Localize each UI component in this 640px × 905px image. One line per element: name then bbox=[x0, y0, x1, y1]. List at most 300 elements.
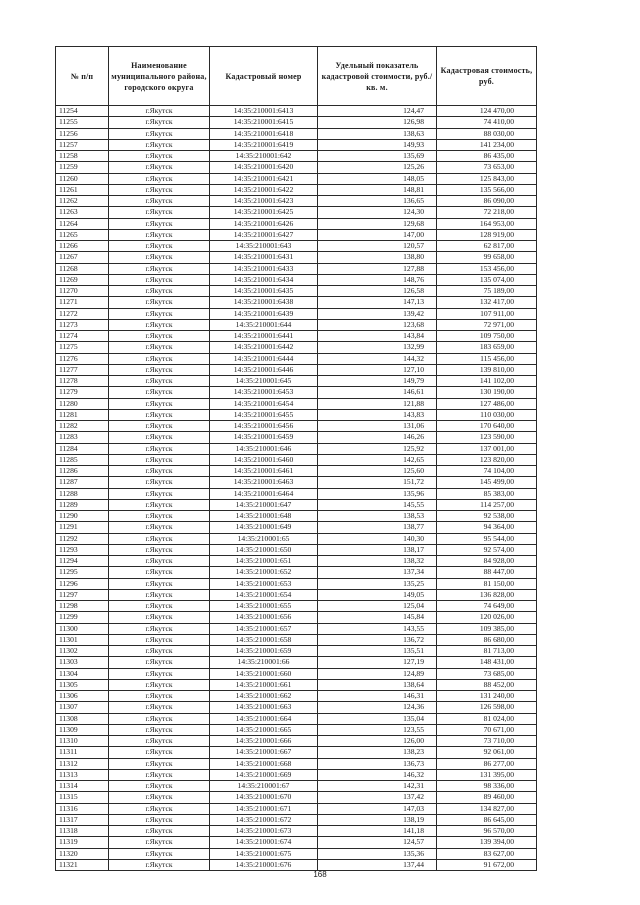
cadastral-value-cell: 126 598,00 bbox=[437, 702, 537, 713]
table-row bbox=[56, 533, 537, 544]
specific-value-cell: 144,32 bbox=[318, 353, 437, 364]
table-row bbox=[56, 814, 537, 825]
district-cell: г.Якутск bbox=[109, 229, 210, 240]
cadastral-value-cell: 74 649,00 bbox=[437, 601, 537, 612]
cadastral-value-cell: 135 566,00 bbox=[437, 184, 537, 195]
district-cell: г.Якутск bbox=[109, 724, 210, 735]
specific-value-cell: 127,19 bbox=[318, 657, 437, 668]
row-number-cell: 11308 bbox=[56, 713, 109, 724]
row-number-cell: 11292 bbox=[56, 533, 109, 544]
district-cell: г.Якутск bbox=[109, 792, 210, 803]
specific-value-cell: 146,26 bbox=[318, 432, 437, 443]
cadastral-number-cell: 14:35:210001:671 bbox=[210, 803, 318, 814]
district-cell: г.Якутск bbox=[109, 747, 210, 758]
table-row bbox=[56, 747, 537, 758]
cadastral-value-cell: 139 810,00 bbox=[437, 364, 537, 375]
specific-value-cell: 137,42 bbox=[318, 792, 437, 803]
row-number-cell: 11263 bbox=[56, 207, 109, 218]
district-cell: г.Якутск bbox=[109, 398, 210, 409]
cadastral-value-cell: 120 026,00 bbox=[437, 612, 537, 623]
row-number-cell: 11268 bbox=[56, 263, 109, 274]
table-row bbox=[56, 432, 537, 443]
district-cell: г.Якутск bbox=[109, 578, 210, 589]
district-cell: г.Якутск bbox=[109, 511, 210, 522]
district-cell: г.Якутск bbox=[109, 342, 210, 353]
cadastral-value-cell: 115 456,00 bbox=[437, 353, 537, 364]
specific-value-cell: 143,83 bbox=[318, 409, 437, 420]
cadastral-number-cell: 14:35:210001:666 bbox=[210, 736, 318, 747]
row-number-cell: 11267 bbox=[56, 252, 109, 263]
table-row bbox=[56, 657, 537, 668]
row-number-cell: 11282 bbox=[56, 421, 109, 432]
cadastral-value-cell: 125 843,00 bbox=[437, 173, 537, 184]
district-cell: г.Якутск bbox=[109, 668, 210, 679]
row-number-cell: 11302 bbox=[56, 646, 109, 657]
table-row bbox=[56, 409, 537, 420]
row-number-cell: 11254 bbox=[56, 106, 109, 117]
table-row bbox=[56, 679, 537, 690]
row-number-cell: 11276 bbox=[56, 353, 109, 364]
cadastral-number-cell: 14:35:210001:650 bbox=[210, 544, 318, 555]
cadastral-value-cell: 81 024,00 bbox=[437, 713, 537, 724]
cadastral-number-cell: 14:35:210001:670 bbox=[210, 792, 318, 803]
row-number-cell: 11304 bbox=[56, 668, 109, 679]
specific-value-cell: 129,68 bbox=[318, 218, 437, 229]
cadastral-number-cell: 14:35:210001:651 bbox=[210, 556, 318, 567]
cadastral-number-cell: 14:35:210001:654 bbox=[210, 589, 318, 600]
cadastral-number-cell: 14:35:210001:6425 bbox=[210, 207, 318, 218]
district-cell: г.Якутск bbox=[109, 567, 210, 578]
cadastral-value-cell: 86 435,00 bbox=[437, 151, 537, 162]
cadastral-number-cell: 14:35:210001:6421 bbox=[210, 173, 318, 184]
district-cell: г.Якутск bbox=[109, 803, 210, 814]
cadastral-value-cell: 137 001,00 bbox=[437, 443, 537, 454]
district-cell: г.Якутск bbox=[109, 758, 210, 769]
cadastral-number-cell: 14:35:210001:67 bbox=[210, 781, 318, 792]
cadastral-number-cell: 14:35:210001:657 bbox=[210, 623, 318, 634]
row-number-cell: 11257 bbox=[56, 139, 109, 150]
specific-value-cell: 138,19 bbox=[318, 814, 437, 825]
specific-value-cell: 135,04 bbox=[318, 713, 437, 724]
district-cell: г.Якутск bbox=[109, 151, 210, 162]
specific-value-cell: 135,25 bbox=[318, 578, 437, 589]
specific-value-cell: 149,93 bbox=[318, 139, 437, 150]
row-number-cell: 11258 bbox=[56, 151, 109, 162]
table-row bbox=[56, 184, 537, 195]
table-row bbox=[56, 421, 537, 432]
cadastral-value-cell: 114 257,00 bbox=[437, 499, 537, 510]
district-cell: г.Якутск bbox=[109, 128, 210, 139]
specific-value-cell: 123,68 bbox=[318, 319, 437, 330]
specific-value-cell: 138,53 bbox=[318, 511, 437, 522]
specific-value-cell: 147,13 bbox=[318, 297, 437, 308]
cadastral-number-cell: 14:35:210001:65 bbox=[210, 533, 318, 544]
table-row bbox=[56, 668, 537, 679]
cadastral-number-cell: 14:35:210001:648 bbox=[210, 511, 318, 522]
cadastral-number-cell: 14:35:210001:6453 bbox=[210, 387, 318, 398]
row-number-cell: 11320 bbox=[56, 848, 109, 859]
table-row bbox=[56, 286, 537, 297]
row-number-cell: 11312 bbox=[56, 758, 109, 769]
cadastral-number-cell: 14:35:210001:6431 bbox=[210, 252, 318, 263]
cadastral-value-cell: 131 395,00 bbox=[437, 769, 537, 780]
district-cell: г.Якутск bbox=[109, 331, 210, 342]
cadastral-number-cell: 14:35:210001:676 bbox=[210, 859, 318, 870]
district-cell: г.Якутск bbox=[109, 387, 210, 398]
cadastral-value-cell: 164 953,00 bbox=[437, 218, 537, 229]
cadastral-number-cell: 14:35:210001:6441 bbox=[210, 331, 318, 342]
table-row bbox=[56, 702, 537, 713]
row-number-cell: 11318 bbox=[56, 826, 109, 837]
row-number-cell: 11287 bbox=[56, 477, 109, 488]
table-row bbox=[56, 241, 537, 252]
row-number-cell: 11317 bbox=[56, 814, 109, 825]
cadastral-number-cell: 14:35:210001:655 bbox=[210, 601, 318, 612]
row-number-cell: 11289 bbox=[56, 499, 109, 510]
row-number-cell: 11300 bbox=[56, 623, 109, 634]
row-number-cell: 11259 bbox=[56, 162, 109, 173]
row-number-cell: 11270 bbox=[56, 286, 109, 297]
district-cell: г.Якутск bbox=[109, 432, 210, 443]
row-number-cell: 11264 bbox=[56, 218, 109, 229]
cadastral-number-cell: 14:35:210001:6420 bbox=[210, 162, 318, 173]
table-row bbox=[56, 297, 537, 308]
row-number-cell: 11255 bbox=[56, 117, 109, 128]
district-cell: г.Якутск bbox=[109, 859, 210, 870]
district-cell: г.Якутск bbox=[109, 196, 210, 207]
table-row bbox=[56, 218, 537, 229]
specific-value-cell: 125,60 bbox=[318, 466, 437, 477]
district-cell: г.Якутск bbox=[109, 601, 210, 612]
cadastral-number-cell: 14:35:210001:672 bbox=[210, 814, 318, 825]
table-row bbox=[56, 319, 537, 330]
header-district: Наименование муниципального района, городского округа bbox=[109, 47, 210, 106]
district-cell: г.Якутск bbox=[109, 106, 210, 117]
district-cell: г.Якутск bbox=[109, 353, 210, 364]
district-cell: г.Якутск bbox=[109, 544, 210, 555]
table-row bbox=[56, 612, 537, 623]
row-number-cell: 11303 bbox=[56, 657, 109, 668]
specific-value-cell: 148,81 bbox=[318, 184, 437, 195]
cadastral-value-cell: 148 431,00 bbox=[437, 657, 537, 668]
cadastral-number-cell: 14:35:210001:6423 bbox=[210, 196, 318, 207]
header-specific-value: Удельный показатель кадастровой стоимости, руб./кв. м. bbox=[318, 47, 437, 106]
cadastral-number-cell: 14:35:210001:663 bbox=[210, 702, 318, 713]
cadastral-value-cell: 73 685,00 bbox=[437, 668, 537, 679]
district-cell: г.Якутск bbox=[109, 702, 210, 713]
cadastral-number-cell: 14:35:210001:642 bbox=[210, 151, 318, 162]
table-row bbox=[56, 117, 537, 128]
cadastral-number-cell: 14:35:210001:6415 bbox=[210, 117, 318, 128]
cadastral-number-cell: 14:35:210001:643 bbox=[210, 241, 318, 252]
row-number-cell: 11306 bbox=[56, 691, 109, 702]
cadastral-number-cell: 14:35:210001:6435 bbox=[210, 286, 318, 297]
specific-value-cell: 140,30 bbox=[318, 533, 437, 544]
cadastral-value-cell: 85 383,00 bbox=[437, 488, 537, 499]
cadastral-value-cell: 83 627,00 bbox=[437, 848, 537, 859]
row-number-cell: 11280 bbox=[56, 398, 109, 409]
specific-value-cell: 143,55 bbox=[318, 623, 437, 634]
cadastral-value-cell: 127 486,00 bbox=[437, 398, 537, 409]
table-row bbox=[56, 691, 537, 702]
specific-value-cell: 135,51 bbox=[318, 646, 437, 657]
table-row bbox=[56, 274, 537, 285]
cadastral-value-cell: 134 827,00 bbox=[437, 803, 537, 814]
specific-value-cell: 138,17 bbox=[318, 544, 437, 555]
specific-value-cell: 146,31 bbox=[318, 691, 437, 702]
row-number-cell: 11284 bbox=[56, 443, 109, 454]
specific-value-cell: 126,58 bbox=[318, 286, 437, 297]
table-row bbox=[56, 511, 537, 522]
table-row bbox=[56, 387, 537, 398]
row-number-cell: 11285 bbox=[56, 454, 109, 465]
cadastral-number-cell: 14:35:210001:6418 bbox=[210, 128, 318, 139]
cadastral-number-cell: 14:35:210001:6422 bbox=[210, 184, 318, 195]
table-row bbox=[56, 173, 537, 184]
table-row bbox=[56, 634, 537, 645]
cadastral-number-cell: 14:35:210001:6464 bbox=[210, 488, 318, 499]
row-number-cell: 11279 bbox=[56, 387, 109, 398]
cadastral-value-cell: 145 499,00 bbox=[437, 477, 537, 488]
page-number: 168 bbox=[313, 870, 327, 879]
district-cell: г.Якутск bbox=[109, 376, 210, 387]
table-row bbox=[56, 308, 537, 319]
row-number-cell: 11278 bbox=[56, 376, 109, 387]
table-body bbox=[56, 106, 537, 871]
specific-value-cell: 123,55 bbox=[318, 724, 437, 735]
table-row bbox=[56, 477, 537, 488]
district-cell: г.Якутск bbox=[109, 443, 210, 454]
cadastral-number-cell: 14:35:210001:6459 bbox=[210, 432, 318, 443]
district-cell: г.Якутск bbox=[109, 634, 210, 645]
row-number-cell: 11275 bbox=[56, 342, 109, 353]
specific-value-cell: 125,04 bbox=[318, 601, 437, 612]
table-row bbox=[56, 578, 537, 589]
district-cell: г.Якутск bbox=[109, 736, 210, 747]
district-cell: г.Якутск bbox=[109, 837, 210, 848]
cadastral-number-cell: 14:35:210001:6460 bbox=[210, 454, 318, 465]
district-cell: г.Якутск bbox=[109, 623, 210, 634]
row-number-cell: 11274 bbox=[56, 331, 109, 342]
specific-value-cell: 142,65 bbox=[318, 454, 437, 465]
table-row bbox=[56, 162, 537, 173]
district-cell: г.Якутск bbox=[109, 319, 210, 330]
table-row bbox=[56, 454, 537, 465]
cadastral-value-cell: 88 452,00 bbox=[437, 679, 537, 690]
cadastral-number-cell: 14:35:210001:6426 bbox=[210, 218, 318, 229]
specific-value-cell: 136,73 bbox=[318, 758, 437, 769]
row-number-cell: 11297 bbox=[56, 589, 109, 600]
cadastral-number-cell: 14:35:210001:6463 bbox=[210, 477, 318, 488]
cadastral-value-cell: 128 919,00 bbox=[437, 229, 537, 240]
specific-value-cell: 136,72 bbox=[318, 634, 437, 645]
table-row bbox=[56, 139, 537, 150]
table-row bbox=[56, 353, 537, 364]
cadastral-value-cell: 139 394,00 bbox=[437, 837, 537, 848]
specific-value-cell: 121,88 bbox=[318, 398, 437, 409]
cadastral-value-cell: 96 570,00 bbox=[437, 826, 537, 837]
row-number-cell: 11256 bbox=[56, 128, 109, 139]
cadastral-value-cell: 73 653,00 bbox=[437, 162, 537, 173]
cadastral-value-cell: 130 190,00 bbox=[437, 387, 537, 398]
cadastral-number-cell: 14:35:210001:6456 bbox=[210, 421, 318, 432]
district-cell: г.Якутск bbox=[109, 466, 210, 477]
district-cell: г.Якутск bbox=[109, 162, 210, 173]
district-cell: г.Якутск bbox=[109, 117, 210, 128]
row-number-cell: 11316 bbox=[56, 803, 109, 814]
row-number-cell: 11281 bbox=[56, 409, 109, 420]
cadastral-value-cell: 109 385,00 bbox=[437, 623, 537, 634]
table-row bbox=[56, 488, 537, 499]
specific-value-cell: 136,65 bbox=[318, 196, 437, 207]
cadastral-value-cell: 136 828,00 bbox=[437, 589, 537, 600]
row-number-cell: 11261 bbox=[56, 184, 109, 195]
district-cell: г.Якутск bbox=[109, 218, 210, 229]
row-number-cell: 11298 bbox=[56, 601, 109, 612]
specific-value-cell: 124,36 bbox=[318, 702, 437, 713]
cadastral-value-cell: 70 671,00 bbox=[437, 724, 537, 735]
cadastral-value-cell: 183 659,00 bbox=[437, 342, 537, 353]
table-row bbox=[56, 522, 537, 533]
row-number-cell: 11307 bbox=[56, 702, 109, 713]
district-cell: г.Якутск bbox=[109, 421, 210, 432]
district-cell: г.Якутск bbox=[109, 769, 210, 780]
table-row bbox=[56, 567, 537, 578]
cadastral-value-cell: 99 658,00 bbox=[437, 252, 537, 263]
cadastral-value-cell: 89 460,00 bbox=[437, 792, 537, 803]
cadastral-number-cell: 14:35:210001:664 bbox=[210, 713, 318, 724]
cadastral-number-cell: 14:35:210001:6438 bbox=[210, 297, 318, 308]
cadastral-value-cell: 62 817,00 bbox=[437, 241, 537, 252]
cadastral-number-cell: 14:35:210001:6455 bbox=[210, 409, 318, 420]
cadastral-value-cell: 86 090,00 bbox=[437, 196, 537, 207]
table-row bbox=[56, 781, 537, 792]
specific-value-cell: 148,05 bbox=[318, 173, 437, 184]
row-number-cell: 11311 bbox=[56, 747, 109, 758]
cadastral-value-cell: 81 150,00 bbox=[437, 578, 537, 589]
cadastral-number-cell: 14:35:210001:675 bbox=[210, 848, 318, 859]
row-number-cell: 11288 bbox=[56, 488, 109, 499]
cadastral-value-cell: 123 820,00 bbox=[437, 454, 537, 465]
cadastral-value-cell: 107 911,00 bbox=[437, 308, 537, 319]
row-number-cell: 11272 bbox=[56, 308, 109, 319]
cadastral-number-cell: 14:35:210001:646 bbox=[210, 443, 318, 454]
specific-value-cell: 145,55 bbox=[318, 499, 437, 510]
cadastral-value-cell: 131 240,00 bbox=[437, 691, 537, 702]
cadastral-number-cell: 14:35:210001:668 bbox=[210, 758, 318, 769]
cadastral-value-cell: 141 234,00 bbox=[437, 139, 537, 150]
row-number-cell: 11283 bbox=[56, 432, 109, 443]
row-number-cell: 11273 bbox=[56, 319, 109, 330]
table-row bbox=[56, 826, 537, 837]
cadastral-value-cell: 132 417,00 bbox=[437, 297, 537, 308]
specific-value-cell: 142,31 bbox=[318, 781, 437, 792]
cadastral-number-cell: 14:35:210001:6427 bbox=[210, 229, 318, 240]
cadastral-value-cell: 73 710,00 bbox=[437, 736, 537, 747]
cadastral-value-cell: 72 971,00 bbox=[437, 319, 537, 330]
cadastral-value-cell: 84 928,00 bbox=[437, 556, 537, 567]
table-header-row bbox=[56, 47, 537, 106]
specific-value-cell: 147,03 bbox=[318, 803, 437, 814]
table-row bbox=[56, 848, 537, 859]
cadastral-value-table bbox=[55, 46, 537, 871]
row-number-cell: 11277 bbox=[56, 364, 109, 375]
specific-value-cell: 138,64 bbox=[318, 679, 437, 690]
row-number-cell: 11310 bbox=[56, 736, 109, 747]
table-row bbox=[56, 556, 537, 567]
table-row bbox=[56, 792, 537, 803]
table-row bbox=[56, 499, 537, 510]
table-row bbox=[56, 364, 537, 375]
row-number-cell: 11319 bbox=[56, 837, 109, 848]
table-row bbox=[56, 646, 537, 657]
row-number-cell: 11293 bbox=[56, 544, 109, 555]
cadastral-value-cell: 81 713,00 bbox=[437, 646, 537, 657]
district-cell: г.Якутск bbox=[109, 286, 210, 297]
table-row bbox=[56, 196, 537, 207]
cadastral-number-cell: 14:35:210001:6433 bbox=[210, 263, 318, 274]
row-number-cell: 11271 bbox=[56, 297, 109, 308]
cadastral-number-cell: 14:35:210001:6442 bbox=[210, 342, 318, 353]
district-cell: г.Якутск bbox=[109, 308, 210, 319]
cadastral-value-cell: 92 061,00 bbox=[437, 747, 537, 758]
cadastral-number-cell: 14:35:210001:649 bbox=[210, 522, 318, 533]
table-row bbox=[56, 623, 537, 634]
district-cell: г.Якутск bbox=[109, 679, 210, 690]
specific-value-cell: 143,84 bbox=[318, 331, 437, 342]
district-cell: г.Якутск bbox=[109, 252, 210, 263]
cadastral-number-cell: 14:35:210001:6454 bbox=[210, 398, 318, 409]
specific-value-cell: 139,42 bbox=[318, 308, 437, 319]
specific-value-cell: 127,88 bbox=[318, 263, 437, 274]
cadastral-value-cell: 110 030,00 bbox=[437, 409, 537, 420]
district-cell: г.Якутск bbox=[109, 207, 210, 218]
specific-value-cell: 151,72 bbox=[318, 477, 437, 488]
row-number-cell: 11309 bbox=[56, 724, 109, 735]
specific-value-cell: 124,57 bbox=[318, 837, 437, 848]
row-number-cell: 11291 bbox=[56, 522, 109, 533]
cadastral-value-cell: 86 645,00 bbox=[437, 814, 537, 825]
cadastral-number-cell: 14:35:210001:656 bbox=[210, 612, 318, 623]
cadastral-number-cell: 14:35:210001:6434 bbox=[210, 274, 318, 285]
specific-value-cell: 148,76 bbox=[318, 274, 437, 285]
table-row bbox=[56, 466, 537, 477]
specific-value-cell: 146,32 bbox=[318, 769, 437, 780]
cadastral-value-cell: 124 470,00 bbox=[437, 106, 537, 117]
cadastral-number-cell: 14:35:210001:665 bbox=[210, 724, 318, 735]
specific-value-cell: 147,00 bbox=[318, 229, 437, 240]
district-cell: г.Якутск bbox=[109, 646, 210, 657]
cadastral-number-cell: 14:35:210001:6444 bbox=[210, 353, 318, 364]
cadastral-number-cell: 14:35:210001:647 bbox=[210, 499, 318, 510]
row-number-cell: 11314 bbox=[56, 781, 109, 792]
cadastral-number-cell: 14:35:210001:659 bbox=[210, 646, 318, 657]
specific-value-cell: 124,47 bbox=[318, 106, 437, 117]
cadastral-value-cell: 135 074,00 bbox=[437, 274, 537, 285]
table-row bbox=[56, 252, 537, 263]
district-cell: г.Якутск bbox=[109, 589, 210, 600]
district-cell: г.Якутск bbox=[109, 409, 210, 420]
cadastral-value-cell: 92 538,00 bbox=[437, 511, 537, 522]
table-row bbox=[56, 859, 537, 870]
cadastral-value-cell: 74 104,00 bbox=[437, 466, 537, 477]
table-row bbox=[56, 837, 537, 848]
specific-value-cell: 138,32 bbox=[318, 556, 437, 567]
cadastral-number-cell: 14:35:210001:6439 bbox=[210, 308, 318, 319]
cadastral-number-cell: 14:35:210001:6413 bbox=[210, 106, 318, 117]
cadastral-value-cell: 91 672,00 bbox=[437, 859, 537, 870]
district-cell: г.Якутск bbox=[109, 657, 210, 668]
